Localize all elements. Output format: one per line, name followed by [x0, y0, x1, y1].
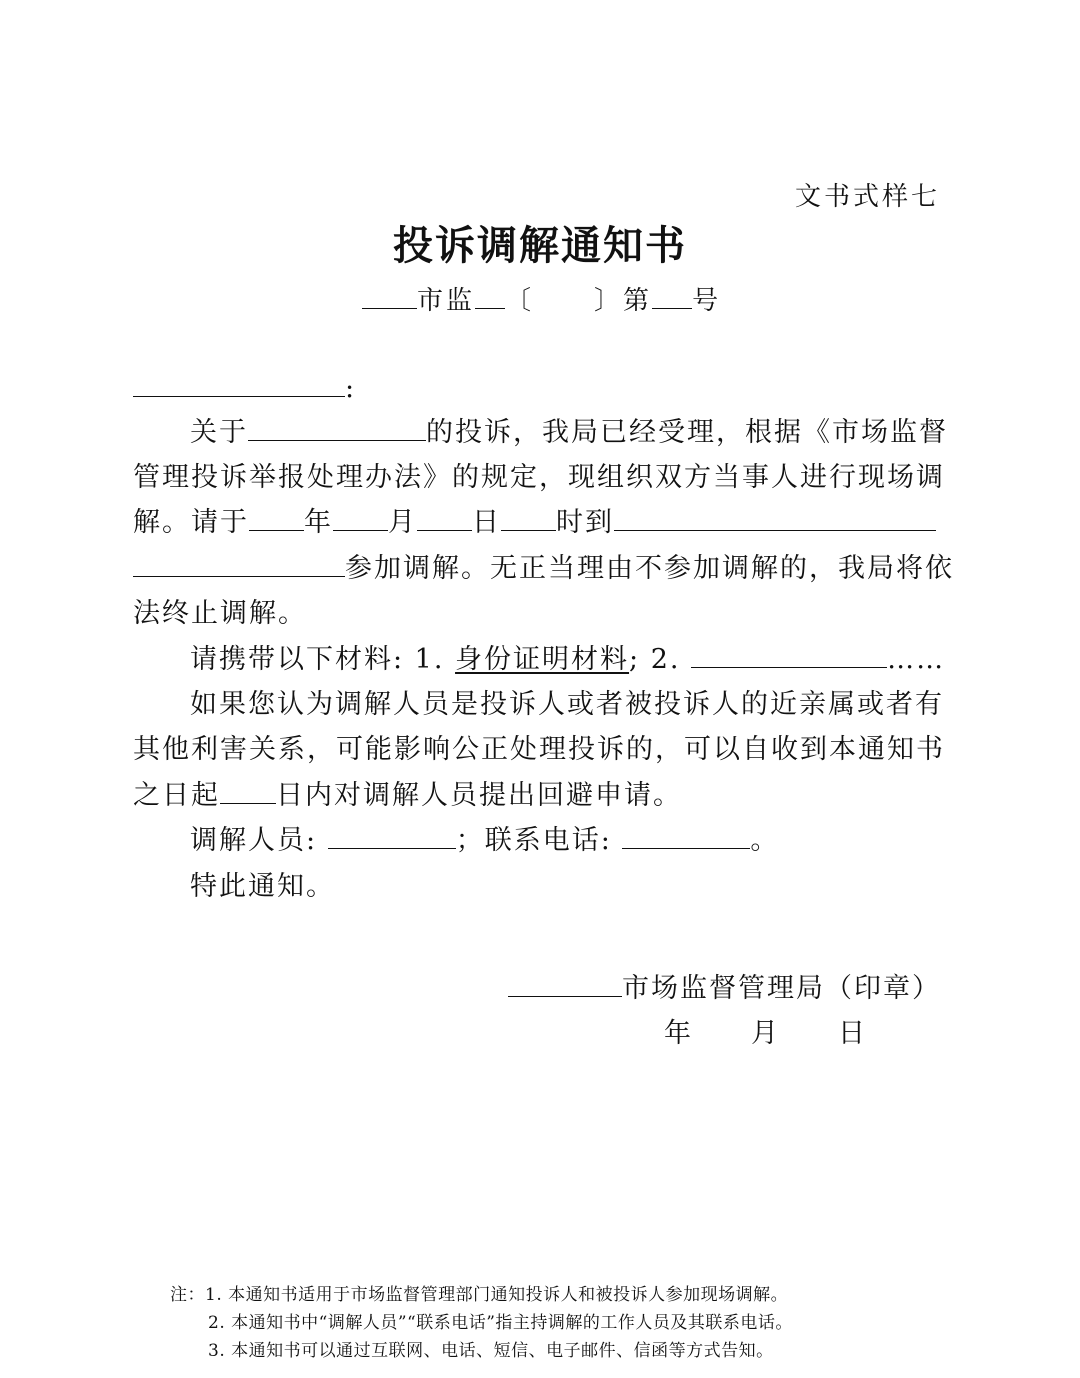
bureau-name-blank[interactable]	[508, 970, 622, 997]
number-blank-dept[interactable]	[475, 282, 505, 309]
phone-blank[interactable]	[622, 822, 750, 849]
location-blank[interactable]	[614, 504, 936, 531]
addressee-blank[interactable]	[133, 370, 345, 397]
month-blank[interactable]	[333, 504, 388, 531]
para3-line2: 其他利害关系，可能影响公正处理投诉的，可以自收到本通知书	[133, 734, 945, 765]
number-blank-city[interactable]	[362, 282, 417, 309]
materials-ellipsis: ……	[887, 644, 946, 675]
year-label: 年	[304, 507, 333, 538]
para1-line4	[133, 546, 954, 592]
note-2: 2. 本通知书中“调解人员”“联系电话”指主持调解的工作人员及其联系电话。	[208, 1313, 793, 1333]
bureau-stamp-label: 市场监督管理局（印章）	[622, 973, 941, 1004]
addressee-colon: :	[345, 373, 357, 404]
day-blank[interactable]	[417, 504, 472, 531]
number-part-order: 第	[623, 286, 653, 316]
signature-bureau-line	[508, 966, 941, 1012]
para1-text-l4: 参加调解。无正当理由不参加调解的，我局将依	[345, 553, 954, 584]
materials-sep: ; 2.	[629, 644, 681, 675]
para3-line1: 如果您认为调解人员是投诉人或者被投诉人的近亲属或者有	[190, 689, 944, 720]
location-blank-cont[interactable]	[133, 550, 345, 577]
para1-line5: 法终止调解。	[133, 598, 307, 629]
number-part-city: 市监	[417, 286, 476, 316]
materials-prefix: 请携带以下材料: 1.	[190, 644, 445, 675]
contact-end: 。	[750, 825, 780, 856]
signature-date: 年 月 日	[664, 1018, 867, 1049]
addressee-line	[133, 366, 356, 412]
para1-line3	[133, 500, 936, 546]
day-label: 日	[472, 507, 501, 538]
note-1: 注：1. 本通知书适用于市场监督管理部门通知投诉人和被投诉人参加现场调解。	[170, 1285, 789, 1305]
para3-text-b: 日内对调解人员提出回避申请。	[276, 780, 682, 811]
year-blank[interactable]	[249, 504, 304, 531]
number-part-suffix: 号	[692, 286, 722, 316]
para1-date-prefix: 解。请于	[133, 507, 249, 538]
note-3: 3. 本通知书可以通过互联网、电话、短信、电子邮件、信函等方式告知。	[208, 1341, 774, 1361]
phone-label: ；联系电话:	[455, 825, 612, 856]
month-label: 月	[388, 507, 417, 538]
material-item-1: 身份证明材料	[455, 644, 630, 675]
para3-line3	[133, 773, 682, 819]
document-style-label: 文书式样七	[795, 182, 941, 212]
number-blank-serial[interactable]	[652, 282, 692, 309]
para3-text-a: 之日起	[133, 780, 220, 811]
time-label: 时到	[556, 507, 614, 538]
number-bracket-close: 〕	[594, 286, 624, 316]
complaint-subject-blank[interactable]	[248, 414, 426, 441]
mediator-blank[interactable]	[328, 822, 456, 849]
number-bracket-open: 〔	[505, 286, 535, 316]
notice-end-line: 特此通知。	[190, 871, 335, 902]
para1-text-b: 的投诉，我局已经受理，根据《市场监督	[426, 417, 948, 448]
para1-line1	[190, 410, 948, 456]
document-title: 投诉调解通知书	[393, 222, 687, 269]
materials-line	[190, 637, 945, 683]
hour-blank[interactable]	[501, 504, 556, 531]
mediator-label: 调解人员:	[190, 825, 318, 856]
days-blank[interactable]	[220, 777, 276, 804]
para1-line2: 管理投诉举报处理办法》的规定，现组织双方当事人进行现场调	[133, 462, 945, 493]
document-number-line	[362, 280, 721, 317]
contact-line	[190, 818, 779, 864]
material-item-2-blank[interactable]	[691, 641, 887, 668]
para1-text-a: 关于	[190, 417, 248, 448]
